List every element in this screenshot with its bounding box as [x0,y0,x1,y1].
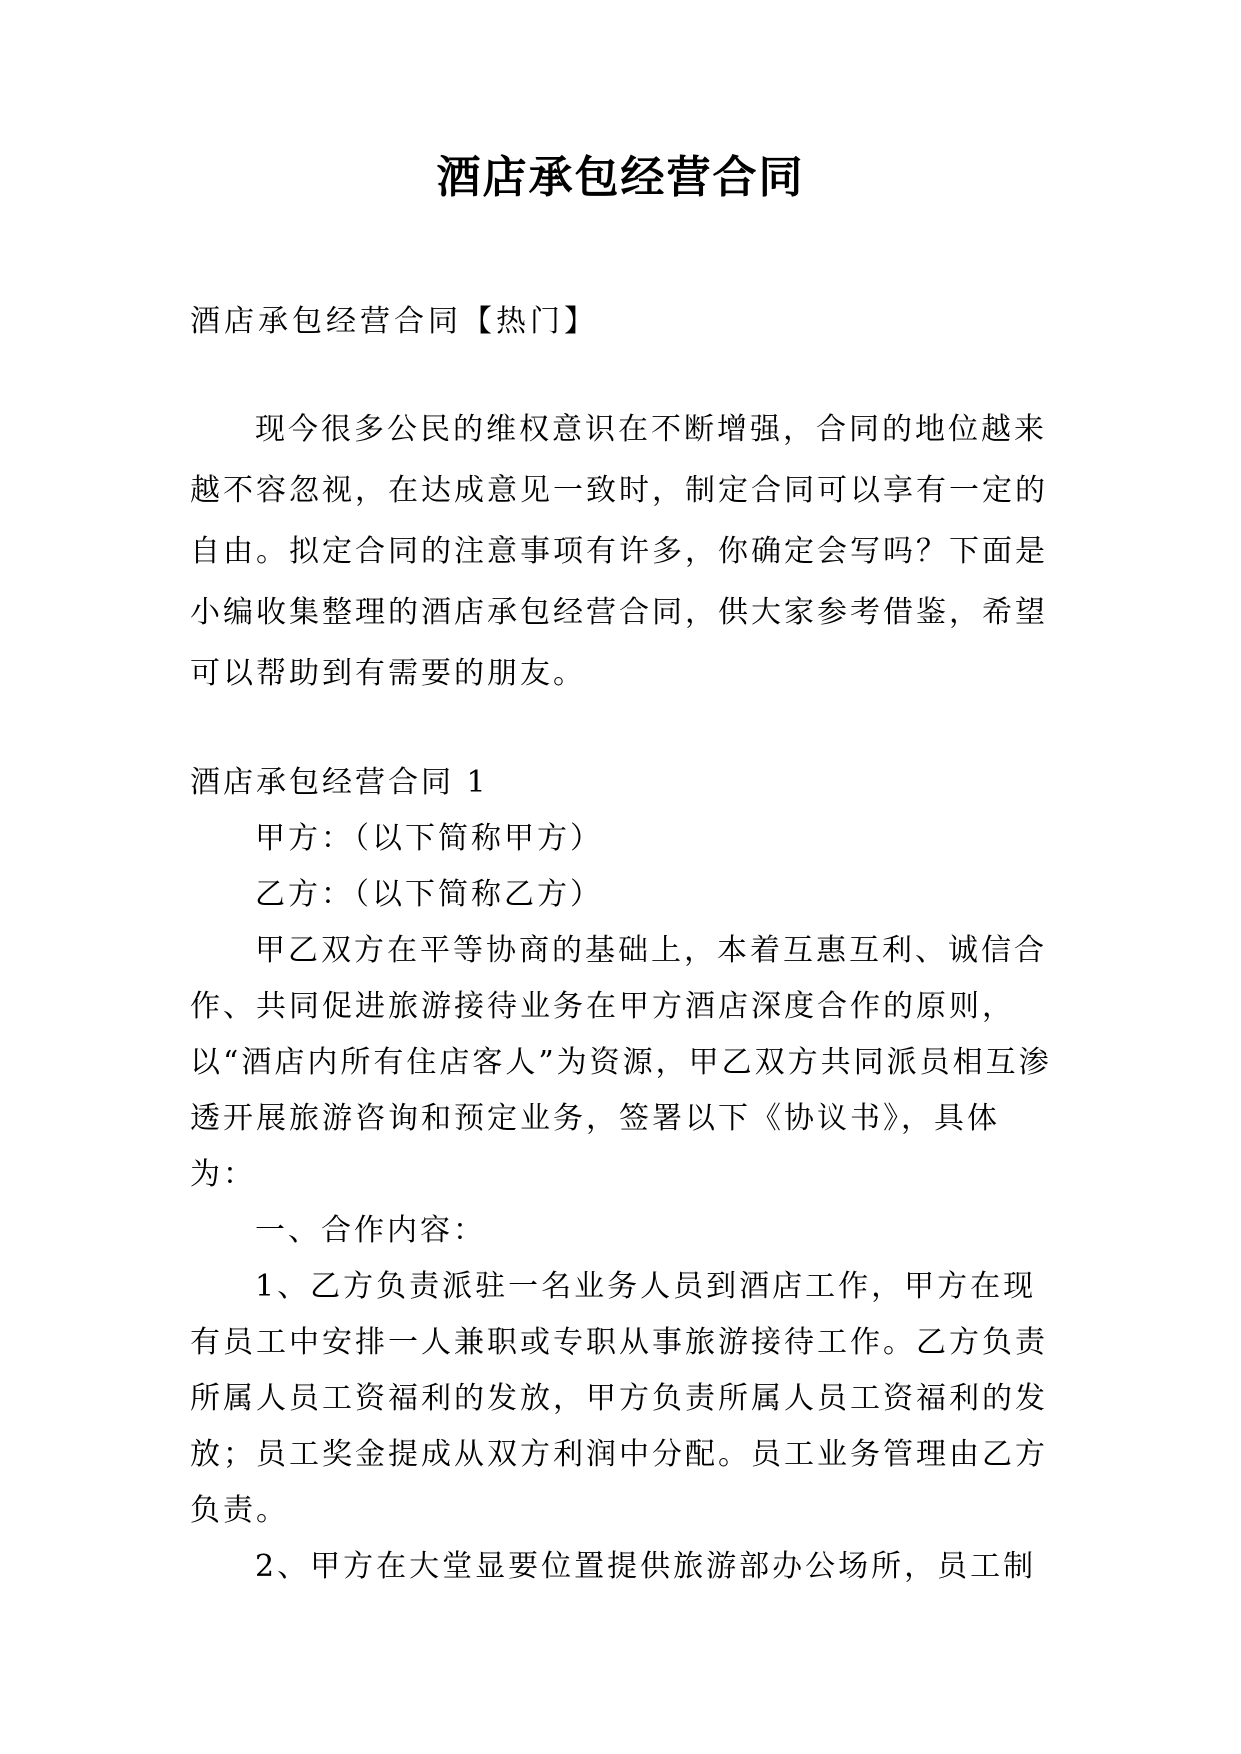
section-heading: 酒店承包经营合同 1 [190,765,489,800]
intro-paragraph: 现今很多公民的维权意识在不断增强，合同的地位越来越不容忽视，在达成意见一致时，制定合同可以享有一定的自由。拟定合同的注意事项有许多，你确定会写吗？下面是小编收集整理的酒店承包经营合同，供大家参考借鉴，希望可以帮助到有需要的朋友。 [190,412,1048,691]
document-subtitle: 酒店承包经营合同【热门】 [190,304,598,339]
party-a-line: 甲方：（以下简称甲方） [255,821,603,856]
clause-1-paragraph: 1、乙方负责派驻一名业务人员到酒店工作，甲方在现有员工中安排一人兼职或专职从事旅游接待工作。乙方负责所属人员工资福利的发放，甲方负责所属人员工资福利的发放；员工奖金提成从双方利润中分配。员工业务管理由乙方负责。 [190,1269,1048,1528]
preamble-paragraph: 甲乙双方在平等协商的基础上，本着互惠互利、诚信合作、共同促进旅游接待业务在甲方酒店深度合作的原则，以“酒店内所有住店客人”为资源，甲乙双方共同派员相互渗透开展旅游咨询和预定业务，签署以下《协议书》，具体为： [190,933,1052,1192]
document-title: 酒店承包经营合同 [436,152,805,203]
party-b-line: 乙方：（以下简称乙方） [255,877,603,912]
clause-2-paragraph: 2、甲方在大堂显要位置提供旅游部办公场所，员工制 [255,1549,1037,1584]
contract-section-1 [190,755,1052,1595]
cooperation-heading: 一、合作内容： [255,1213,486,1248]
